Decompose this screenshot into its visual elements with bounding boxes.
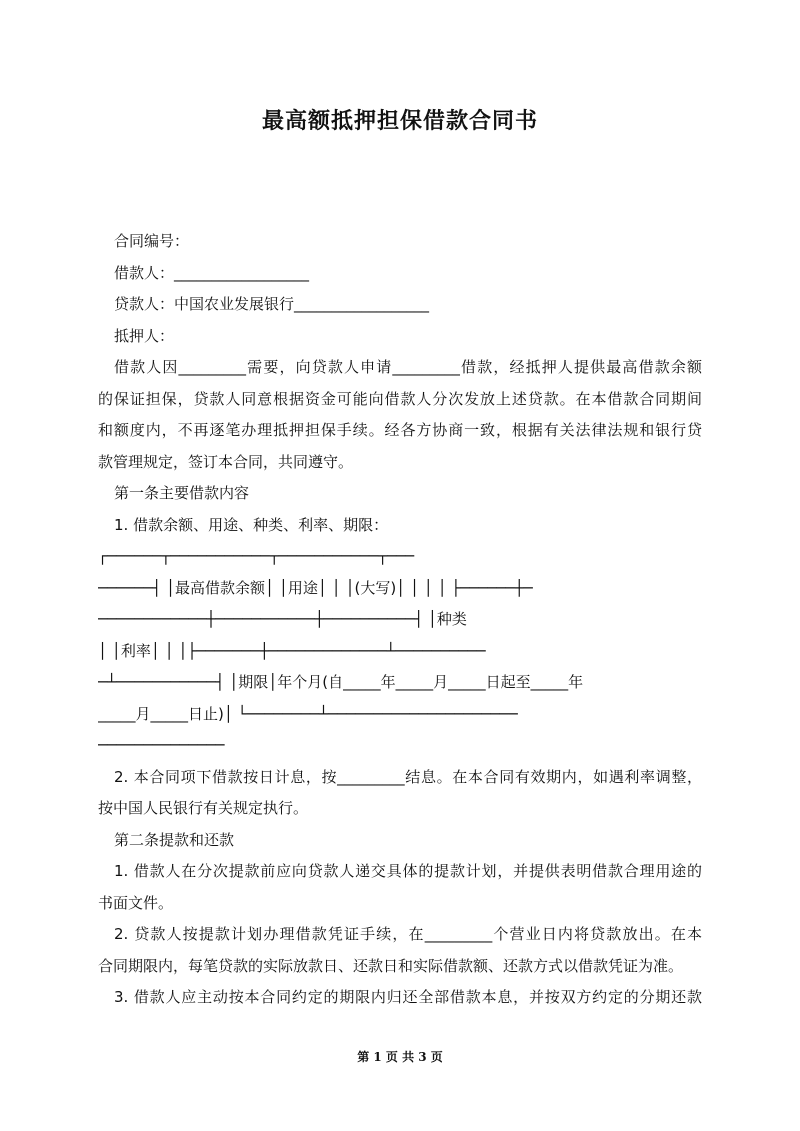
article-1-heading: 第一条主要借款内容 bbox=[114, 484, 250, 502]
borrower-line: 借款人：__________________ bbox=[114, 263, 310, 282]
lender-line: 贷款人：中国农业发展银行__________________ bbox=[114, 295, 430, 313]
table-line: ──────┤ │最高借款余额│ │用途│ │ │(大写)│ │ │ │ ├──────┼─ bbox=[98, 578, 533, 597]
article-2-item-1: 书面文件。 bbox=[98, 893, 174, 912]
article-2-item-2: 2. 贷款人按提款计划办理借款凭证手续，在_________个营业日内将贷款放出。在本 bbox=[114, 925, 702, 943]
article-2-item-2: 合同期限内，每笔贷款的实际放款日、还款日和实际借款额、还款方式以借款凭证为准。 bbox=[98, 956, 684, 975]
preamble-line: 的保证担保，贷款人同意根据资金可能向借款人分次发放上述贷款。在本借款合同期间 bbox=[98, 389, 702, 408]
contract-number-line: 合同编号： bbox=[114, 232, 190, 250]
table-line: ┌──────┬───────────┬───────────┬─── bbox=[98, 547, 415, 565]
article-1-item-2: 按中国人民银行有关规定执行。 bbox=[98, 799, 309, 817]
preamble-line: 款管理规定，签订本合同，共同遵守。 bbox=[98, 452, 354, 471]
page-footer: 第 1 页 共 3 页 bbox=[357, 1050, 443, 1064]
article-1-item-1: 1. 借款余额、用途、种类、利率、期限： bbox=[114, 515, 389, 534]
table-line: ────────────── bbox=[98, 736, 225, 754]
article-2-item-1: 1. 借款人在分次提款前应向贷款人递交具体的提款计划，并提供表明借款合理用途的 bbox=[114, 862, 702, 880]
document-title: 最高额抵押担保借款合同书 bbox=[261, 109, 538, 134]
article-1-item-2: 2. 本合同项下借款按日计息，按_________结息。在本合同有效期内，如遇利率调整， bbox=[114, 767, 702, 786]
table-line: _____月_____日止)│ └────────┴───────────────────── bbox=[98, 704, 518, 723]
table-line: ─┴───────────┤ │期限│年个月(自_____年_____月_____日起至_____年 bbox=[98, 673, 584, 691]
table-line: │ │利率│ │ │├───────┼─────────────┴────────── bbox=[98, 641, 486, 660]
mortgagor-line: 抵押人： bbox=[114, 326, 175, 345]
table-line: ────────────┼───────────┼──────────┤ │种类 bbox=[98, 610, 467, 628]
preamble-line: 和额度内，不再逐笔办理抵押担保手续。经各方协商一致，根据有关法律法规和银行贷 bbox=[98, 421, 702, 439]
article-2-heading: 第二条提款和还款 bbox=[114, 830, 235, 849]
article-2-item-3: 3. 借款人应主动按本合同约定的期限内归还全部借款本息，并按双方约定的分期还款 bbox=[114, 988, 702, 1006]
preamble-line: 借款人因_________需要，向贷款人申请_________借款，经抵押人提供最高借款余额 bbox=[114, 358, 702, 376]
document-body bbox=[98, 226, 702, 1014]
